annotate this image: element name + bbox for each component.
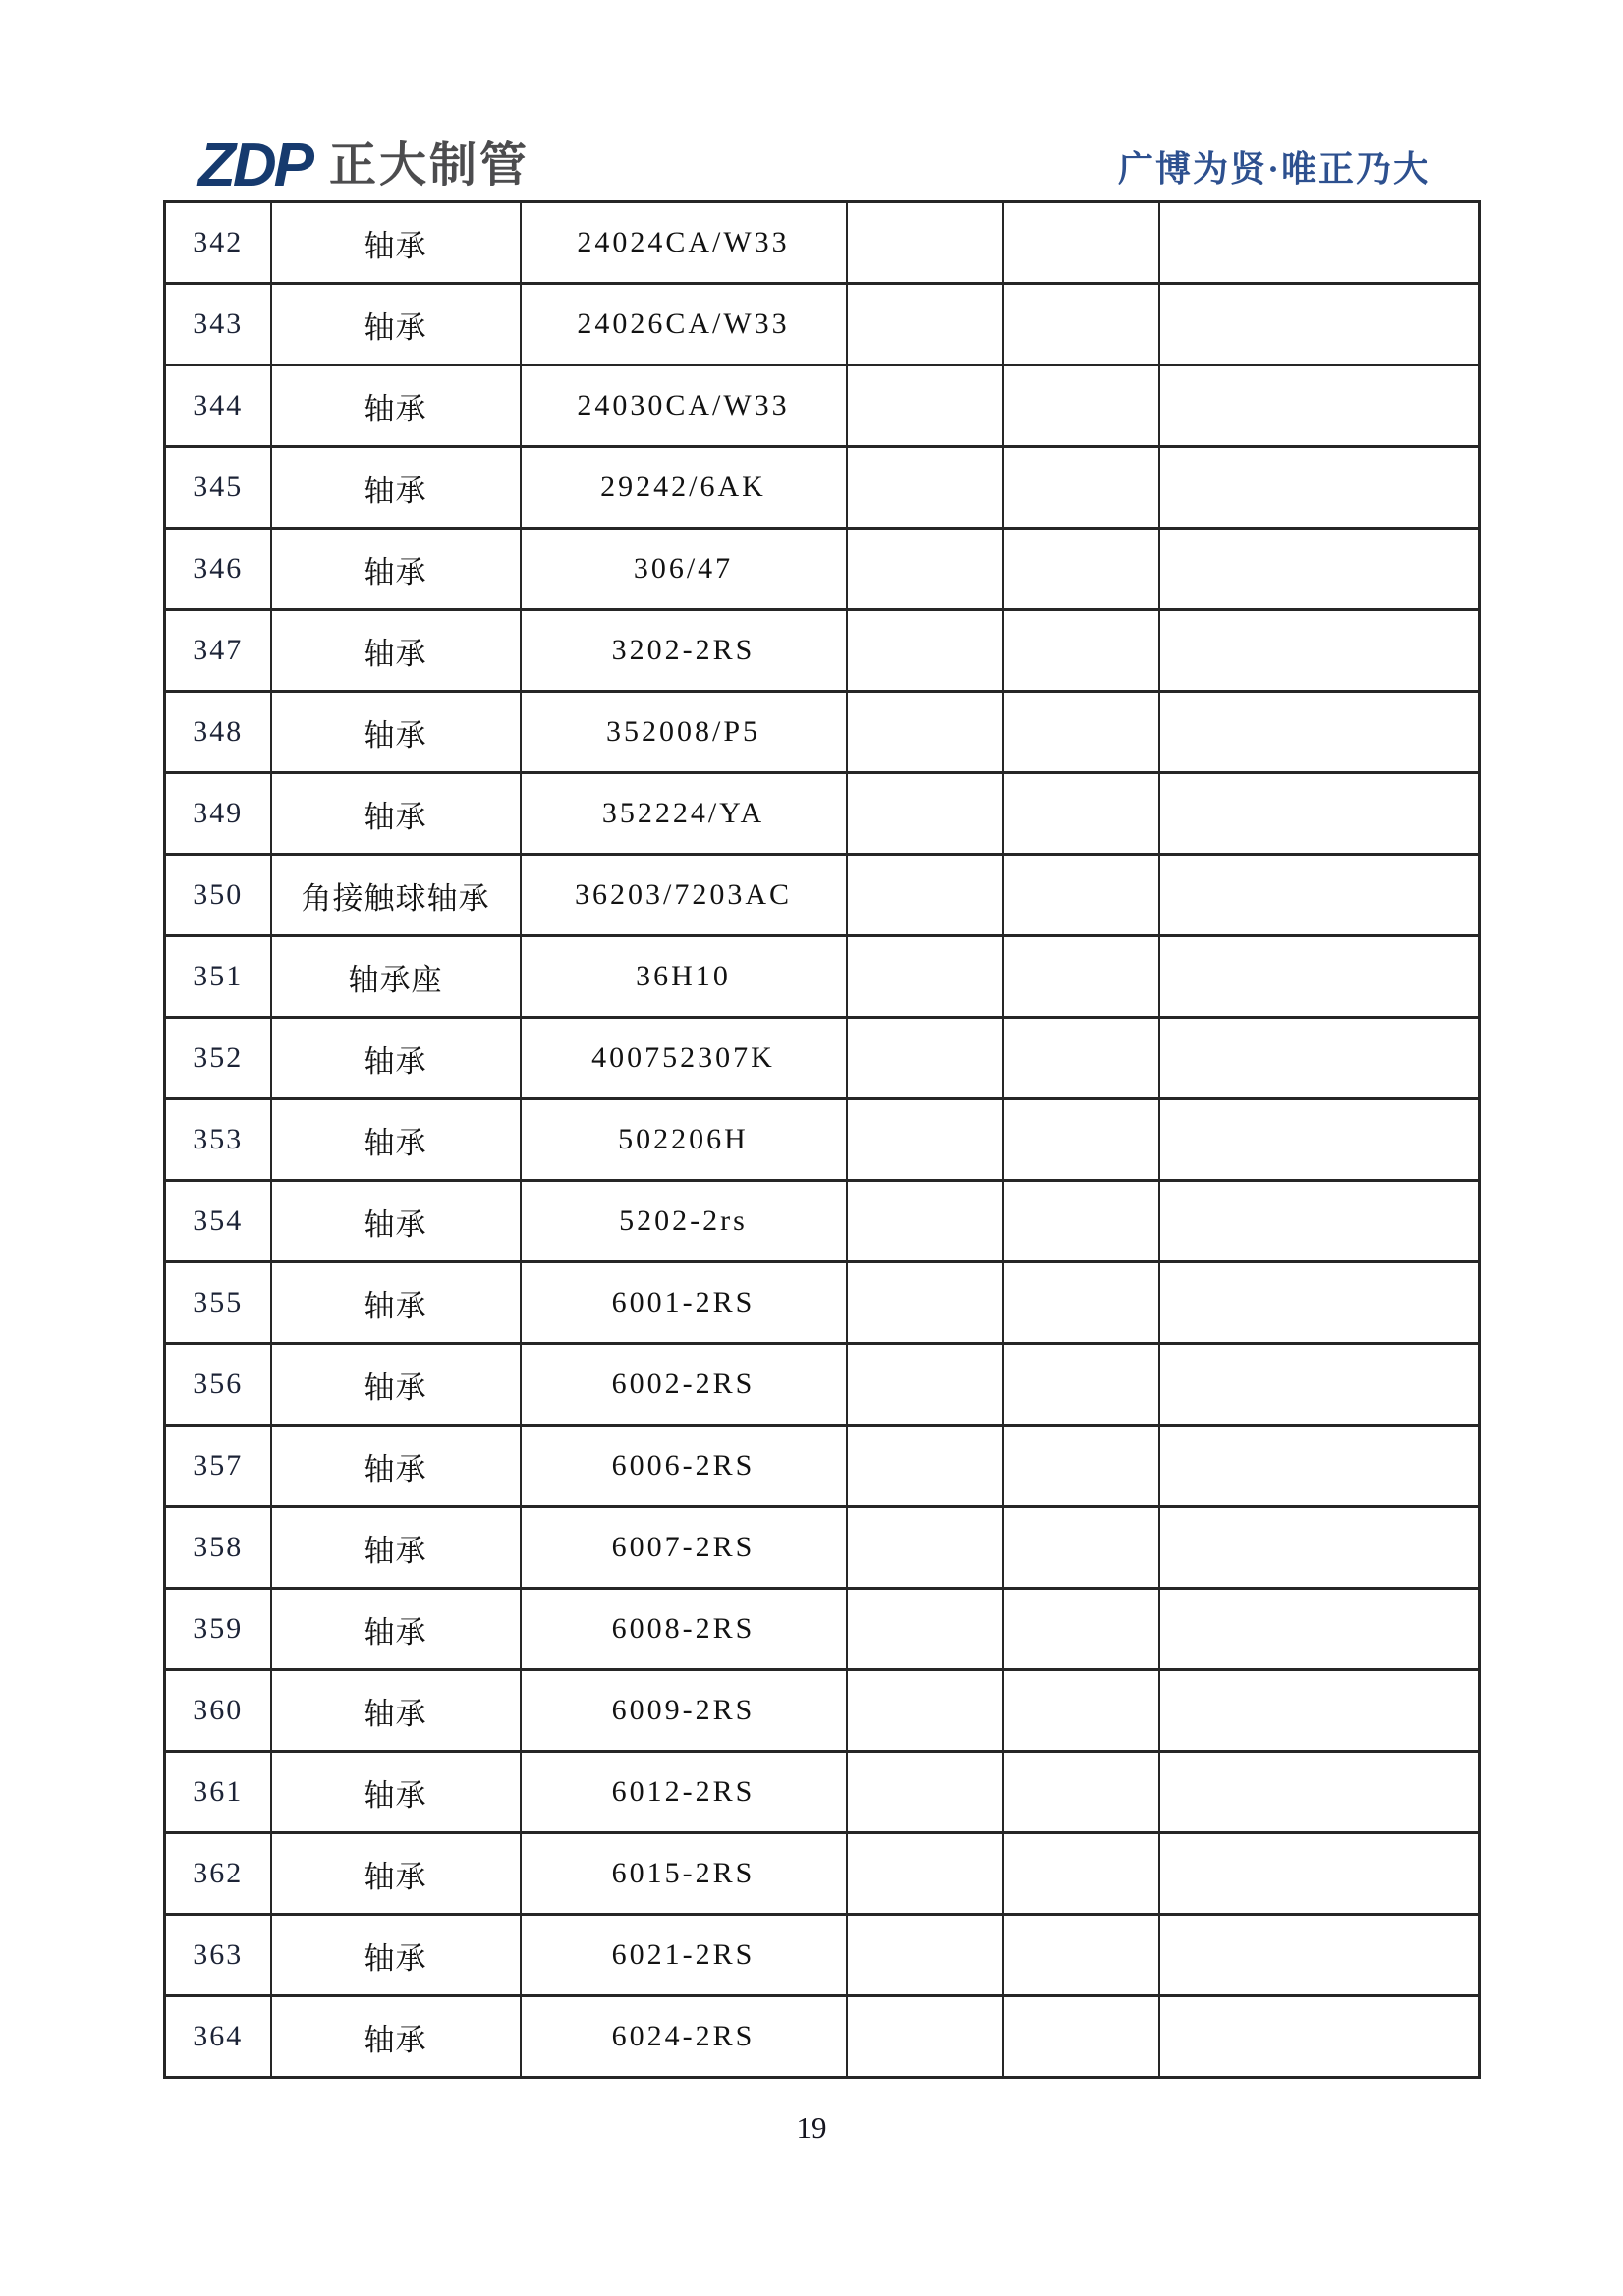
table-row (165, 447, 1480, 529)
table-row (165, 692, 1480, 773)
table-cell-empty (1159, 1262, 1480, 1344)
cell-part-spec: 6012-2RS (521, 1752, 847, 1833)
cell-part-spec: 6015-2RS (521, 1833, 847, 1915)
cell-part-spec: 400752307K (521, 1018, 847, 1099)
cell-part-name: 轴承 (271, 1915, 521, 1996)
table-cell-empty (1159, 855, 1480, 936)
table-cell-empty (1003, 1996, 1159, 2078)
table-cell-empty (1003, 773, 1159, 855)
table-cell-empty (1159, 1996, 1480, 2078)
cell-row-number: 345 (165, 447, 271, 529)
table-row (165, 855, 1480, 936)
table-cell-empty (847, 610, 1003, 692)
cell-row-number: 347 (165, 610, 271, 692)
table-cell-empty (1159, 1507, 1480, 1589)
table-cell-empty (1003, 365, 1159, 447)
table-cell-empty (847, 1344, 1003, 1426)
cell-row-number: 346 (165, 529, 271, 610)
table-cell-empty (1159, 610, 1480, 692)
table-cell-empty (1159, 1099, 1480, 1181)
cell-part-name: 轴承座 (271, 936, 521, 1018)
cell-part-name: 轴承 (271, 1996, 521, 2078)
cell-part-name: 轴承 (271, 1589, 521, 1670)
table-cell-empty (1003, 1344, 1159, 1426)
table-cell-empty (1159, 284, 1480, 365)
cell-part-name: 轴承 (271, 529, 521, 610)
parts-table (163, 200, 1481, 2079)
cell-part-spec: 352224/YA (521, 773, 847, 855)
company-logo (198, 132, 531, 199)
cell-part-spec: 36203/7203AC (521, 855, 847, 936)
table-cell-empty (847, 447, 1003, 529)
table-row (165, 1181, 1480, 1262)
table-cell-empty (847, 936, 1003, 1018)
table-cell-empty (1159, 1670, 1480, 1752)
table-cell-empty (1003, 610, 1159, 692)
cell-part-name: 轴承 (271, 773, 521, 855)
table-cell-empty (847, 692, 1003, 773)
cell-row-number: 349 (165, 773, 271, 855)
table-cell-empty (1003, 1752, 1159, 1833)
company-slogan: 广博为贤·唯正乃大 (1117, 149, 1430, 189)
cell-row-number: 358 (165, 1507, 271, 1589)
table-row (165, 1915, 1480, 1996)
cell-part-name: 轴承 (271, 610, 521, 692)
table-cell-empty (1159, 1589, 1480, 1670)
cell-row-number: 361 (165, 1752, 271, 1833)
table-row (165, 1426, 1480, 1507)
cell-part-spec: 6002-2RS (521, 1344, 847, 1426)
table-row (165, 1833, 1480, 1915)
table-cell-empty (847, 1589, 1003, 1670)
table-row (165, 202, 1480, 284)
cell-row-number: 350 (165, 855, 271, 936)
table-cell-empty (1003, 1262, 1159, 1344)
cell-part-name: 轴承 (271, 1099, 521, 1181)
cell-part-name: 轴承 (271, 1018, 521, 1099)
cell-part-spec: 29242/6AK (521, 447, 847, 529)
table-cell-empty (847, 773, 1003, 855)
table-cell-empty (1003, 1833, 1159, 1915)
cell-part-name: 轴承 (271, 1833, 521, 1915)
cell-part-spec: 6009-2RS (521, 1670, 847, 1752)
table-row (165, 1996, 1480, 2078)
page-number: 19 (796, 2110, 827, 2145)
cell-row-number: 362 (165, 1833, 271, 1915)
table-cell-empty (1003, 284, 1159, 365)
cell-part-name: 轴承 (271, 1752, 521, 1833)
cell-part-name: 轴承 (271, 1181, 521, 1262)
table-row (165, 610, 1480, 692)
cell-part-name: 轴承 (271, 1344, 521, 1426)
cell-part-spec: 3202-2RS (521, 610, 847, 692)
table-cell-empty (847, 284, 1003, 365)
table-cell-empty (1003, 855, 1159, 936)
table-cell-empty (1003, 1018, 1159, 1099)
cell-row-number: 343 (165, 284, 271, 365)
cell-part-spec: 502206H (521, 1099, 847, 1181)
table-cell-empty (847, 1262, 1003, 1344)
table-row (165, 1752, 1480, 1833)
cell-row-number: 359 (165, 1589, 271, 1670)
table-cell-empty (1003, 1915, 1159, 1996)
table-cell-empty (847, 365, 1003, 447)
table-cell-empty (1159, 447, 1480, 529)
cell-row-number: 357 (165, 1426, 271, 1507)
cell-row-number: 351 (165, 936, 271, 1018)
table-cell-empty (847, 1018, 1003, 1099)
zdp-logo-mark: ZDP (198, 132, 311, 199)
table-row (165, 1018, 1480, 1099)
cell-part-spec: 24030CA/W33 (521, 365, 847, 447)
table-cell-empty (847, 202, 1003, 284)
cell-part-spec: 5202-2rs (521, 1181, 847, 1262)
cell-part-spec: 36H10 (521, 936, 847, 1018)
table-cell-empty (1159, 529, 1480, 610)
table-row (165, 936, 1480, 1018)
table-cell-empty (847, 1507, 1003, 1589)
table-cell-empty (847, 1752, 1003, 1833)
cell-part-spec: 6024-2RS (521, 1996, 847, 2078)
cell-part-spec: 306/47 (521, 529, 847, 610)
table-cell-empty (847, 1099, 1003, 1181)
cell-part-spec: 6021-2RS (521, 1915, 847, 1996)
table-cell-empty (1159, 1833, 1480, 1915)
table-row (165, 529, 1480, 610)
cell-row-number: 348 (165, 692, 271, 773)
table-cell-empty (1003, 1507, 1159, 1589)
table-row (165, 1507, 1480, 1589)
cell-row-number: 352 (165, 1018, 271, 1099)
table-row (165, 284, 1480, 365)
table-row (165, 773, 1480, 855)
table-cell-empty (1159, 773, 1480, 855)
cell-part-name: 轴承 (271, 692, 521, 773)
cell-row-number: 355 (165, 1262, 271, 1344)
table-cell-empty (1003, 447, 1159, 529)
table-row (165, 1589, 1480, 1670)
cell-part-name: 轴承 (271, 365, 521, 447)
cell-part-name: 轴承 (271, 1262, 521, 1344)
company-name: 正大制管 (329, 140, 531, 192)
table-cell-empty (1003, 692, 1159, 773)
table-cell-empty (847, 529, 1003, 610)
table-cell-empty (1159, 1181, 1480, 1262)
table-cell-empty (1003, 202, 1159, 284)
table-cell-empty (1159, 1426, 1480, 1507)
cell-row-number: 356 (165, 1344, 271, 1426)
cell-row-number: 353 (165, 1099, 271, 1181)
cell-row-number: 364 (165, 1996, 271, 2078)
table-cell-empty (847, 855, 1003, 936)
cell-part-name: 轴承 (271, 1426, 521, 1507)
cell-part-spec: 6006-2RS (521, 1426, 847, 1507)
cell-part-spec: 24024CA/W33 (521, 202, 847, 284)
table-cell-empty (847, 1996, 1003, 2078)
table-cell-empty (1159, 1752, 1480, 1833)
cell-row-number: 360 (165, 1670, 271, 1752)
table-cell-empty (847, 1833, 1003, 1915)
table-row (165, 1099, 1480, 1181)
table-cell-empty (1003, 529, 1159, 610)
cell-part-name: 轴承 (271, 1507, 521, 1589)
table-cell-empty (1003, 936, 1159, 1018)
cell-part-spec: 352008/P5 (521, 692, 847, 773)
table-row (165, 1344, 1480, 1426)
table-cell-empty (1159, 202, 1480, 284)
table-cell-empty (1159, 936, 1480, 1018)
table-cell-empty (1003, 1670, 1159, 1752)
table-cell-empty (1003, 1589, 1159, 1670)
table-cell-empty (1003, 1426, 1159, 1507)
cell-row-number: 363 (165, 1915, 271, 1996)
cell-part-name: 轴承 (271, 447, 521, 529)
table-cell-empty (847, 1181, 1003, 1262)
table-row (165, 1670, 1480, 1752)
table-cell-empty (847, 1426, 1003, 1507)
cell-part-name: 轴承 (271, 202, 521, 284)
table-cell-empty (1159, 692, 1480, 773)
table-cell-empty (1003, 1181, 1159, 1262)
cell-row-number: 342 (165, 202, 271, 284)
cell-part-spec: 24026CA/W33 (521, 284, 847, 365)
cell-part-spec: 6001-2RS (521, 1262, 847, 1344)
table-cell-empty (847, 1670, 1003, 1752)
cell-row-number: 354 (165, 1181, 271, 1262)
table-cell-empty (1003, 1099, 1159, 1181)
table-cell-empty (1159, 1344, 1480, 1426)
cell-part-name: 轴承 (271, 284, 521, 365)
cell-row-number: 344 (165, 365, 271, 447)
cell-part-name: 轴承 (271, 1670, 521, 1752)
table-cell-empty (1159, 1915, 1480, 1996)
cell-part-spec: 6008-2RS (521, 1589, 847, 1670)
cell-part-name: 角接触球轴承 (271, 855, 521, 936)
table-row (165, 365, 1480, 447)
table-cell-empty (1159, 1018, 1480, 1099)
cell-part-spec: 6007-2RS (521, 1507, 847, 1589)
table-row (165, 1262, 1480, 1344)
table-cell-empty (847, 1915, 1003, 1996)
table-cell-empty (1159, 365, 1480, 447)
